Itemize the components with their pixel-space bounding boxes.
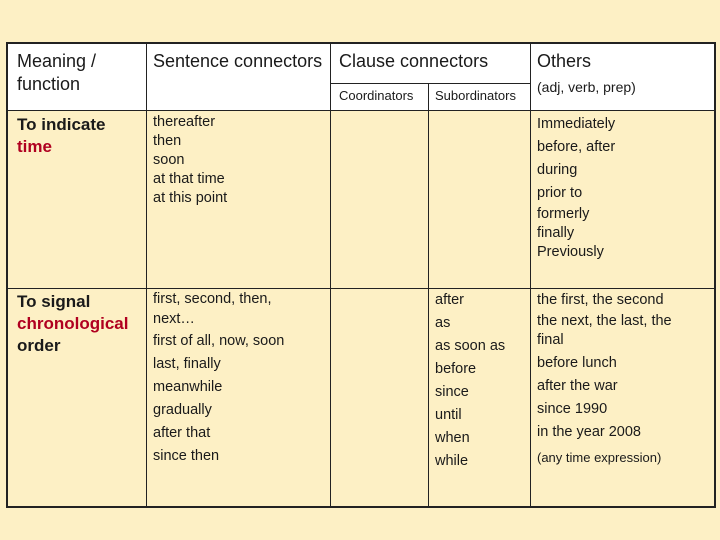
list-item: gradually <box>153 402 212 418</box>
header-meaning: Meaning / function <box>17 51 97 94</box>
list-item: finally <box>537 225 575 241</box>
list-item: after <box>435 292 465 308</box>
list-item: since then <box>153 448 220 464</box>
row-divider <box>330 83 530 84</box>
list-item: soon <box>153 152 185 168</box>
list-item: first of all, now, soon <box>153 333 285 349</box>
list-item: after that <box>153 425 211 441</box>
list-item: thereafter <box>153 114 216 130</box>
header-subordinators: Subordinators <box>435 88 516 103</box>
list-item: last, finally <box>153 356 221 372</box>
list-item: after the war <box>537 378 618 394</box>
sentence-connectors-list <box>153 113 325 208</box>
row-label-prefix: To signal <box>17 292 91 311</box>
row-label-highlight: time <box>17 137 52 156</box>
list-item: the next, the last, the final <box>537 313 672 348</box>
list-item: since <box>435 384 469 400</box>
list-item: first, second, then, next… <box>153 291 272 327</box>
list-item: as soon as <box>435 338 506 354</box>
col-divider <box>428 83 429 506</box>
row-label-suffix: order <box>17 336 61 355</box>
header-clause-connectors: Clause connectors <box>339 51 489 71</box>
list-item: until <box>435 407 462 423</box>
col-divider <box>530 44 531 506</box>
sentence-connectors-list <box>153 289 325 468</box>
others-list <box>537 289 712 469</box>
others-list <box>537 113 712 262</box>
col-divider <box>330 44 331 506</box>
list-item: formerly <box>537 206 590 222</box>
list-item: Previously <box>537 244 604 260</box>
header-sentence-connectors: Sentence connectors <box>153 51 323 71</box>
list-item: before <box>435 361 477 377</box>
list-item: before, after <box>537 139 616 155</box>
list-item: at that time <box>153 171 225 187</box>
header-others-note: (adj, verb, prep) <box>537 79 636 95</box>
list-item: prior to <box>537 185 583 201</box>
list-item: while <box>435 453 469 469</box>
row-label-highlight: chronological <box>17 314 129 333</box>
row-label-time <box>17 114 145 158</box>
list-item: during <box>537 162 578 178</box>
list-item: as <box>435 315 451 331</box>
row-label-prefix: To indicate <box>17 115 106 134</box>
list-item: since 1990 <box>537 401 608 417</box>
subordinators-list <box>435 289 529 473</box>
row-label-chronological <box>17 291 145 357</box>
list-item: meanwhile <box>153 379 223 395</box>
list-item: when <box>435 430 470 446</box>
list-item: before lunch <box>537 355 617 371</box>
header-others: Others <box>537 51 592 71</box>
list-item: Immediately <box>537 116 616 132</box>
row-divider <box>8 110 714 111</box>
list-item: in the year 2008 <box>537 424 641 440</box>
header-coordinators: Coordinators <box>339 88 414 103</box>
list-item: the first, the second <box>537 292 664 308</box>
col-divider <box>146 44 147 506</box>
list-item: then <box>153 133 182 149</box>
list-item: (any time expression) <box>537 450 662 465</box>
list-item: at this point <box>153 190 228 206</box>
